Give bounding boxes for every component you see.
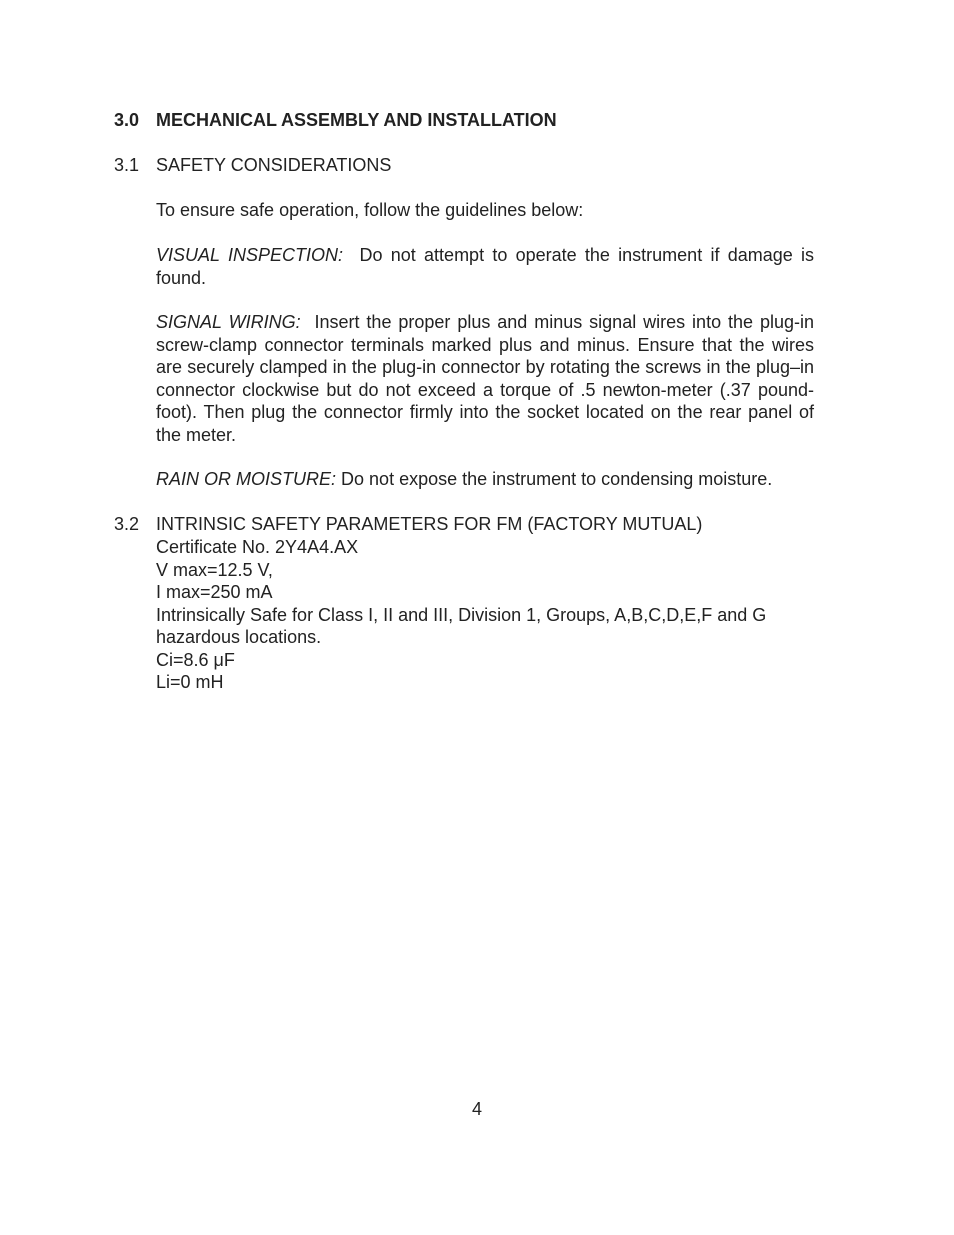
- certificate-number: Certificate No. 2Y4A4.AX: [156, 537, 359, 557]
- visual-inspection-lead: VISUAL INSPECTION:: [156, 245, 343, 265]
- rain-moisture-paragraph: [156, 468, 814, 491]
- section-3-0-heading: [114, 109, 557, 132]
- imax-value: I max=250 mA: [156, 582, 273, 602]
- signal-wiring-lead: SIGNAL WIRING:: [156, 312, 301, 332]
- visual-inspection-paragraph: [156, 244, 814, 289]
- section-title: SAFETY CONSIDERATIONS: [156, 155, 392, 175]
- section-number: 3.0: [114, 110, 140, 130]
- intrinsic-safety-parameters: [156, 536, 826, 694]
- section-title: MECHANICAL ASSEMBLY AND INSTALLATION: [156, 110, 557, 130]
- section-title: INTRINSIC SAFETY PARAMETERS FOR FM (FACTORY MUTUAL): [156, 514, 703, 534]
- safety-intro-paragraph: To ensure safe operation, follow the guidelines below:: [156, 200, 584, 220]
- rain-moisture-text: Do not expose the instrument to condensing moisture.: [341, 469, 773, 489]
- li-value: Li=0 mH: [156, 672, 224, 692]
- page-number: 4: [471, 1099, 482, 1119]
- vmax-value: V max=12.5 V,: [156, 559, 273, 580]
- signal-wiring-paragraph: [156, 311, 814, 446]
- section-number: 3.1: [114, 155, 140, 175]
- visual-inspection-text: Do not attempt to operate the instrument if damage is found.: [156, 245, 815, 288]
- classification-text: Intrinsically Safe for Class I, II and III, Division 1, Groups, A,B,C,D,E,F and G hazardous locations.: [156, 604, 767, 647]
- ci-value: Ci=8.6 μF: [156, 649, 235, 670]
- rain-moisture-lead: RAIN OR MOISTURE:: [156, 469, 337, 489]
- section-3-2-heading: [114, 513, 702, 536]
- section-3-1-heading: [114, 154, 391, 177]
- signal-wiring-text: Insert the proper plus and minus signal wires into the plug-in screw-clamp connector terminals marked plus and minus. Ensure that the wires are securely clamped in the plug-in connector by rotating the screws in the plug–in connector clockwise but do not exceed a torque of .5 newton-meter (.37 pound-foot). Then plug the connector firmly into the socket located on the rear panel of the meter.: [156, 312, 814, 445]
- section-number: 3.2: [114, 514, 140, 534]
